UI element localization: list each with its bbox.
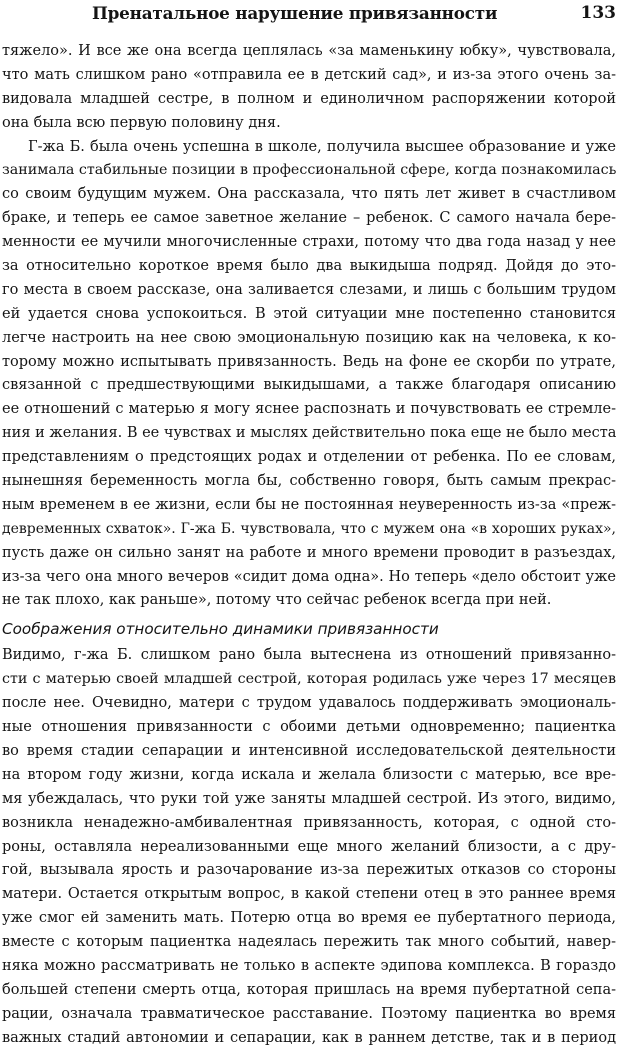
text-line: она была всю первую половину дня.: [2, 114, 281, 131]
text-line: со своим будущим мужем. Она рассказала, что пять лет живет в счастливом: [2, 186, 616, 203]
text-line: нынешняя беременность могла бы, собственно говоря, быть самым прекрас-: [2, 473, 616, 490]
text-line: за относительно короткое время было два выкидыша подряд. Дойдя до это-: [2, 258, 616, 275]
text-line: пусть даже он сильно занят на работе и много времени проводит в разъездах,: [2, 544, 616, 561]
text-line: видовала младшей сестре, в полном и единоличном распоряжении которой: [2, 90, 616, 107]
text-line: во время стадии сепарации и интенсивной исследовательской деятельности: [2, 742, 616, 759]
paragraph-1: [2, 40, 616, 136]
text-line: не так плохо, как раньше», потому что сейчас ребенок всегда при ней.: [2, 592, 552, 609]
text-line: ния и желания. В ее чувствах и мыслях действительно пока еще не было места: [2, 425, 616, 442]
text-line: Видимо, г-жа Б. слишком рано была вытеснена из отношений привязанно-: [2, 647, 616, 664]
text-line: мя убеждалась, что руки той уже заняты младшей сестрой. Из этого, видимо,: [2, 790, 616, 807]
body-text: [2, 40, 616, 1051]
text-line: уже смог ей заменить мать. Потерю отца во время ее пубертатного периода,: [2, 910, 616, 927]
running-title: Пренатальное нарушение привязанности: [92, 3, 498, 23]
text-line: легче настроить на нее свою эмоциональную позицию как на человека, к ко-: [2, 329, 616, 346]
text-line: после нее. Очевидно, матери с трудом удавалось поддерживать эмоциональ-: [2, 695, 616, 712]
text-line: важных стадий автономии и сепарации, как в раннем детстве, так и в период: [2, 1029, 616, 1046]
text-line: представлениям о предстоящих родах и отделении от ребенка. По ее словам,: [2, 449, 616, 466]
text-line: вместе с которым пациентка надеялась пережить так много событий, навер-: [2, 934, 616, 951]
text-line: Г-жа Б. была очень успешна в школе, получила высшее образование и уже: [28, 138, 616, 155]
text-line: няка можно рассматривать не только в аспекте эдипова комплекса. В гораздо: [2, 957, 616, 974]
text-line: браке, и теперь ее самое заветное желание – ребенок. С самого начала бере-: [2, 210, 616, 227]
text-line: связанной с предшествующими выкидышами, а также благодаря описанию: [2, 377, 616, 394]
text-line: ным временем в ее жизни, если бы не постоянная неуверенность из-за «преж-: [2, 496, 616, 513]
text-line: из-за чего она много вечеров «сидит дома одна». Но теперь «дело обстоит уже: [2, 568, 616, 585]
text-line: на втором году жизни, когда искала и желала близости с матерью, все вре-: [2, 766, 616, 783]
text-line: что мать слишком рано «отправила ее в детский сад», и из-за этого очень за-: [2, 66, 616, 83]
text-line: большей степени смерть отца, которая пришлась на время пубертатной сепа-: [2, 981, 616, 998]
paragraph-3: [2, 644, 616, 1050]
text-line: торому можно испытывать привязанность. Ведь на фоне ее скорби по утрате,: [2, 353, 616, 370]
section-heading: Соображения относительно динамики привязанности: [2, 620, 439, 639]
text-line: матери. Остается открытым вопрос, в какой степени отец в это раннее время: [2, 886, 616, 903]
text-line: занимала стабильные позиции в профессиональной сфере, когда познакомилась: [2, 162, 616, 179]
page-number: 133: [580, 3, 616, 23]
text-line: роны, оставляла нереализованными еще много желаний близости, а с дру-: [2, 838, 616, 855]
paragraph-2: [2, 136, 616, 614]
text-line: ее отношений с матерью я могу яснее распознать и почувствовать ее стремле-: [2, 401, 616, 418]
text-line: рации, означала травматическое расставание. Поэтому пациентка во время: [2, 1005, 616, 1022]
text-line: менности ее мучили многочисленные страхи, потому что два года назад у нее: [2, 234, 616, 251]
text-line: возникла ненадежно-амбивалентная привязанность, которая, с одной сто-: [2, 814, 616, 831]
text-line: ные отношения привязанности с обоими детьми одновременно; пациентка: [2, 719, 616, 736]
text-line: девременных схваток». Г-жа Б. чувствовала, что с мужем она «в хороших руках»,: [2, 520, 616, 537]
text-line: сти с матерью своей младшей сестрой, которая родилась уже через 17 месяцев: [2, 671, 616, 688]
text-line: го места в своем рассказе, она заливается слезами, и лишь с большим трудом: [2, 281, 616, 298]
page-header: [0, 0, 620, 30]
text-line: гой, вызывала ярость и разочарование из-за пережитых отказов со стороны: [2, 862, 616, 879]
text-line: тяжело». И все же она всегда цеплялась «за маменькину юбку», чувствовала,: [2, 43, 616, 59]
text-line: ей удается снова успокоиться. В этой ситуации мне постепенно становится: [2, 305, 616, 322]
